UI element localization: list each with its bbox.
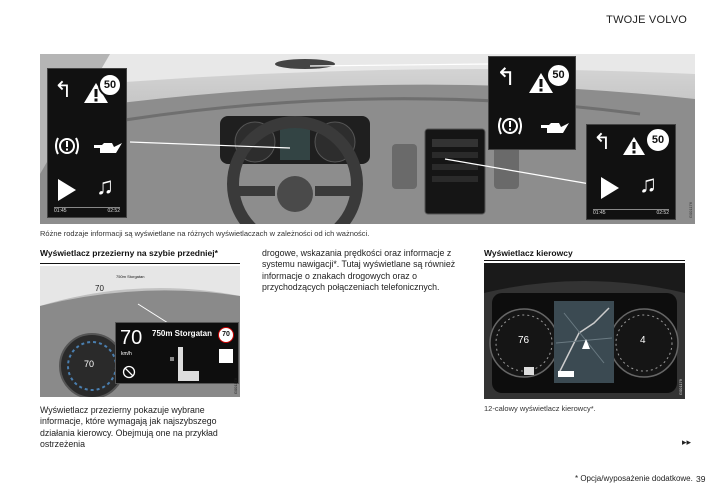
hud-heading: Wyświetlacz przezierny na szybie przedniej* <box>40 248 218 258</box>
hud-small-street: 750m Storgatan <box>116 274 145 279</box>
speed-limit-sign: 50 <box>645 127 671 153</box>
play-icon <box>599 175 621 201</box>
time-start: 01:45 <box>54 208 67 214</box>
hud-speed: 70 <box>120 327 143 349</box>
driver-heading-rule <box>484 260 685 261</box>
dashboard-photo <box>40 54 695 224</box>
play-icon <box>56 177 78 203</box>
page-section-header: TWOJE VOLVO <box>606 14 687 26</box>
time-end: 02:52 <box>656 210 669 216</box>
speed-limit-sign: 50 <box>546 63 571 88</box>
no-phone-icon <box>122 365 136 379</box>
brake-warning-icon <box>54 135 80 157</box>
hud-heading-rule <box>40 263 240 264</box>
turn-arrow-icon: ↰ <box>593 129 612 154</box>
warning-triangle-icon <box>621 135 647 157</box>
driver-display-photo <box>484 263 685 399</box>
gauge-speed-readout: 70 <box>84 359 95 369</box>
hud-street: 750m Storgatan <box>152 329 213 338</box>
oil-can-icon <box>92 139 124 155</box>
brake-warning-icon <box>497 115 523 137</box>
hud-info-panel <box>488 56 576 150</box>
right-gauge-value: 4 <box>640 335 646 346</box>
footnote: * Opcja/wyposażenie dodatkowe. <box>575 474 693 483</box>
hud-photo <box>40 266 240 397</box>
driver-display-caption: 12-calowy wyświetlacz kierowcy*. <box>484 404 596 413</box>
left-gauge-value: 76 <box>518 335 530 346</box>
oil-can-icon <box>539 119 571 135</box>
hud-enlarged-panel <box>115 322 239 384</box>
image-code: G001178 <box>233 378 238 395</box>
cluster-info-panel <box>47 68 127 218</box>
image-code: G001179 <box>678 379 683 396</box>
driver-display-illustration <box>484 263 685 399</box>
main-figure-caption: Różne rodzaje informacji są wyświetlane na różnych wyświetlaczach w zależności od ich ważności. <box>40 229 370 238</box>
time-end: 02:52 <box>107 208 120 214</box>
hud-warning-icon <box>219 349 233 363</box>
driver-display-heading: Wyświetlacz kierowcy <box>484 248 573 258</box>
turn-arrow-icon: ↰ <box>496 64 517 91</box>
time-start: 01:45 <box>593 210 606 216</box>
music-note-icon: ♫ <box>96 173 114 200</box>
center-display-panel <box>586 124 676 220</box>
continue-arrows-icon: ▸▸ <box>682 437 692 447</box>
hud-speed-limit-sign: 70 <box>218 327 234 343</box>
hud-speed-unit: km/h <box>121 351 132 357</box>
hud-text-right: drogowe, wskazania prędkości oraz informacje z systemu nawigacji*. Tutaj wyświetlane są również informacje o znakach drogowych oraz o przychodzących połączeniach telefonicznych. <box>262 248 456 293</box>
hud-small-speed: 70 <box>95 284 104 293</box>
hud-lane-graphic <box>160 347 204 381</box>
speed-limit-sign: 50 <box>98 73 122 97</box>
page-number: 39 <box>696 474 706 484</box>
hud-text-left: Wyświetlacz przezierny pokazuje wybrane informacje, które wymagają jak najszybszego działania kierowcy. Obejmują one na przykład ostrzeżenia <box>40 405 218 450</box>
music-note-icon: ♫ <box>639 171 657 198</box>
image-code: G001176 <box>688 202 693 219</box>
turn-arrow-icon: ↰ <box>54 77 73 102</box>
